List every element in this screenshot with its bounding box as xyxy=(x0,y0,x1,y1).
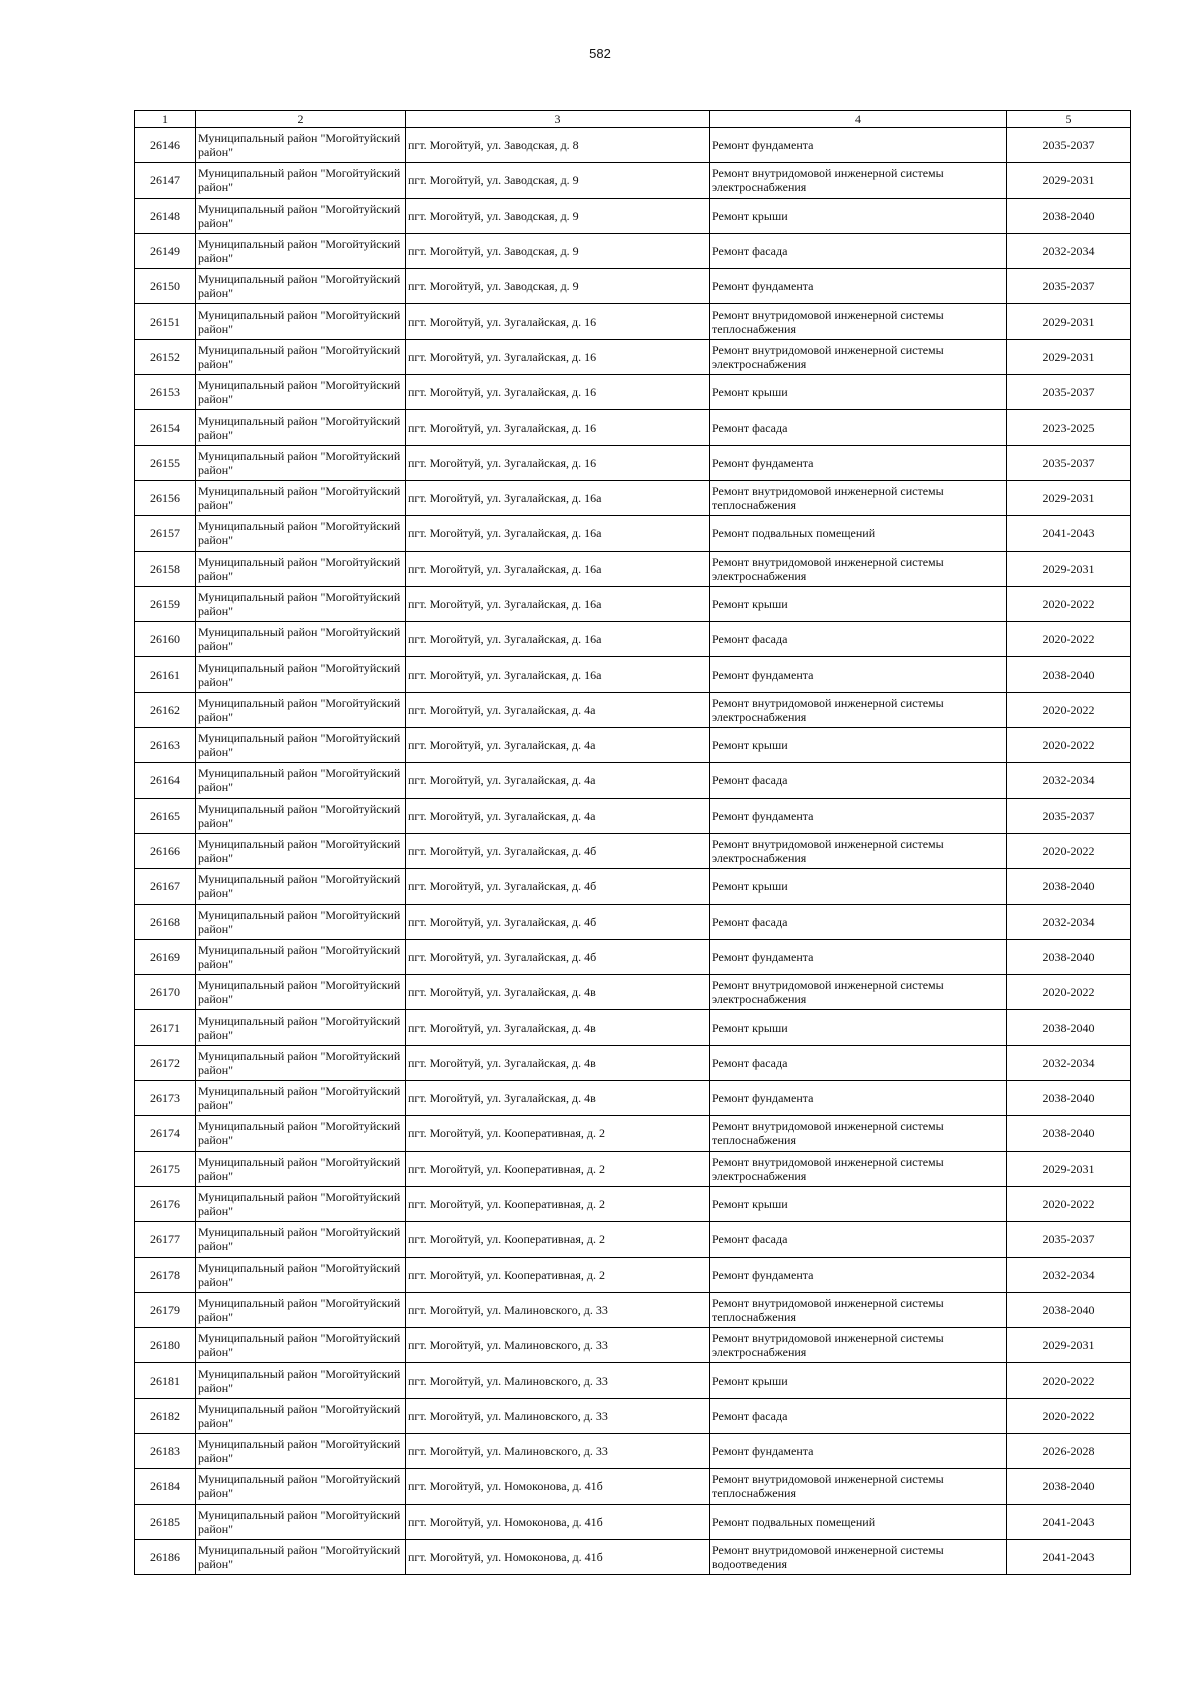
row-number: 26166 xyxy=(135,833,196,868)
period-cell: 2038-2040 xyxy=(1007,1292,1131,1327)
municipality-cell: Муниципальный район "Могойтуйский район" xyxy=(196,975,406,1010)
row-number: 26168 xyxy=(135,904,196,939)
table-row xyxy=(135,163,1131,198)
table-row xyxy=(135,1539,1131,1574)
address-cell: пгт. Могойтуй, ул. Заводская, д. 9 xyxy=(406,163,710,198)
row-number: 26179 xyxy=(135,1292,196,1327)
address-cell: пгт. Могойтуй, ул. Номоконова, д. 41б xyxy=(406,1504,710,1539)
work-type-cell: Ремонт внутридомовой инженерной системы теплоснабжения xyxy=(710,304,1007,339)
row-number: 26153 xyxy=(135,375,196,410)
work-type-cell: Ремонт внутридомовой инженерной системы электроснабжения xyxy=(710,163,1007,198)
table-row xyxy=(135,1151,1131,1186)
address-cell: пгт. Могойтуй, ул. Зугалайская, д. 4б xyxy=(406,833,710,868)
period-cell: 2035-2037 xyxy=(1007,375,1131,410)
table-body xyxy=(135,128,1131,1575)
column-header-5: 5 xyxy=(1007,111,1131,128)
table-row xyxy=(135,1328,1131,1363)
period-cell: 2038-2040 xyxy=(1007,1010,1131,1045)
municipality-cell: Муниципальный район "Могойтуйский район" xyxy=(196,128,406,163)
work-type-cell: Ремонт внутридомовой инженерной системы теплоснабжения xyxy=(710,480,1007,515)
table-row xyxy=(135,763,1131,798)
municipality-cell: Муниципальный район "Могойтуйский район" xyxy=(196,798,406,833)
period-cell: 2035-2037 xyxy=(1007,798,1131,833)
row-number: 26148 xyxy=(135,198,196,233)
address-cell: пгт. Могойтуй, ул. Зугалайская, д. 16а xyxy=(406,622,710,657)
address-cell: пгт. Могойтуй, ул. Зугалайская, д. 4в xyxy=(406,1081,710,1116)
row-number: 26186 xyxy=(135,1539,196,1574)
table-row xyxy=(135,1398,1131,1433)
municipality-cell: Муниципальный район "Могойтуйский район" xyxy=(196,1151,406,1186)
table-row xyxy=(135,1222,1131,1257)
address-cell: пгт. Могойтуй, ул. Кооперативная, д. 2 xyxy=(406,1222,710,1257)
address-cell: пгт. Могойтуй, ул. Кооперативная, д. 2 xyxy=(406,1116,710,1151)
table-row xyxy=(135,1116,1131,1151)
table-row xyxy=(135,657,1131,692)
address-cell: пгт. Могойтуй, ул. Зугалайская, д. 4б xyxy=(406,869,710,904)
address-cell: пгт. Могойтуй, ул. Зугалайская, д. 4в xyxy=(406,1045,710,1080)
address-cell: пгт. Могойтуй, ул. Зугалайская, д. 16 xyxy=(406,445,710,480)
address-cell: пгт. Могойтуй, ул. Кооперативная, д. 2 xyxy=(406,1257,710,1292)
municipality-cell: Муниципальный район "Могойтуйский район" xyxy=(196,586,406,621)
period-cell: 2032-2034 xyxy=(1007,763,1131,798)
municipality-cell: Муниципальный район "Могойтуйский район" xyxy=(196,163,406,198)
table-row xyxy=(135,798,1131,833)
period-cell: 2035-2037 xyxy=(1007,1222,1131,1257)
municipality-cell: Муниципальный район "Могойтуйский район" xyxy=(196,375,406,410)
table-row xyxy=(135,1257,1131,1292)
municipality-cell: Муниципальный район "Могойтуйский район" xyxy=(196,1116,406,1151)
work-type-cell: Ремонт внутридомовой инженерной системы водоотведения xyxy=(710,1539,1007,1574)
page-number: 582 xyxy=(589,46,611,61)
work-type-cell: Ремонт фундамента xyxy=(710,445,1007,480)
municipality-cell: Муниципальный район "Могойтуйский район" xyxy=(196,516,406,551)
municipality-cell: Муниципальный район "Могойтуйский район" xyxy=(196,1292,406,1327)
work-type-cell: Ремонт крыши xyxy=(710,586,1007,621)
work-type-cell: Ремонт крыши xyxy=(710,1010,1007,1045)
table-row xyxy=(135,480,1131,515)
row-number: 26177 xyxy=(135,1222,196,1257)
work-type-cell: Ремонт крыши xyxy=(710,1363,1007,1398)
municipality-cell: Муниципальный район "Могойтуйский район" xyxy=(196,1504,406,1539)
period-cell: 2020-2022 xyxy=(1007,975,1131,1010)
period-cell: 2020-2022 xyxy=(1007,1363,1131,1398)
header-row xyxy=(135,111,1131,128)
address-cell: пгт. Могойтуй, ул. Зугалайская, д. 4в xyxy=(406,975,710,1010)
work-type-cell: Ремонт фасада xyxy=(710,904,1007,939)
municipality-cell: Муниципальный район "Могойтуйский район" xyxy=(196,1222,406,1257)
period-cell: 2041-2043 xyxy=(1007,1539,1131,1574)
table-row xyxy=(135,1363,1131,1398)
row-number: 26155 xyxy=(135,445,196,480)
row-number: 26152 xyxy=(135,339,196,374)
period-cell: 2035-2037 xyxy=(1007,269,1131,304)
municipality-cell: Муниципальный район "Могойтуйский район" xyxy=(196,1010,406,1045)
address-cell: пгт. Могойтуй, ул. Зугалайская, д. 16а xyxy=(406,480,710,515)
table-row xyxy=(135,1186,1131,1221)
row-number: 26185 xyxy=(135,1504,196,1539)
period-cell: 2023-2025 xyxy=(1007,410,1131,445)
address-cell: пгт. Могойтуй, ул. Зугалайская, д. 16 xyxy=(406,410,710,445)
address-cell: пгт. Могойтуй, ул. Кооперативная, д. 2 xyxy=(406,1186,710,1221)
row-number: 26156 xyxy=(135,480,196,515)
period-cell: 2032-2034 xyxy=(1007,1045,1131,1080)
row-number: 26157 xyxy=(135,516,196,551)
row-number: 26182 xyxy=(135,1398,196,1433)
period-cell: 2038-2040 xyxy=(1007,1081,1131,1116)
work-type-cell: Ремонт крыши xyxy=(710,728,1007,763)
row-number: 26184 xyxy=(135,1469,196,1504)
municipality-cell: Муниципальный район "Могойтуйский район" xyxy=(196,1045,406,1080)
row-number: 26176 xyxy=(135,1186,196,1221)
municipality-cell: Муниципальный район "Могойтуйский район" xyxy=(196,1398,406,1433)
work-type-cell: Ремонт фундамента xyxy=(710,1257,1007,1292)
row-number: 26171 xyxy=(135,1010,196,1045)
municipality-cell: Муниципальный район "Могойтуйский район" xyxy=(196,269,406,304)
municipality-cell: Муниципальный район "Могойтуйский район" xyxy=(196,1539,406,1574)
period-cell: 2041-2043 xyxy=(1007,1504,1131,1539)
table-row xyxy=(135,375,1131,410)
row-number: 26170 xyxy=(135,975,196,1010)
address-cell: пгт. Могойтуй, ул. Зугалайская, д. 4б xyxy=(406,939,710,974)
address-cell: пгт. Могойтуй, ул. Малиновского, д. 33 xyxy=(406,1363,710,1398)
work-type-cell: Ремонт внутридомовой инженерной системы электроснабжения xyxy=(710,692,1007,727)
municipality-cell: Муниципальный район "Могойтуйский район" xyxy=(196,939,406,974)
address-cell: пгт. Могойтуй, ул. Заводская, д. 9 xyxy=(406,233,710,268)
period-cell: 2020-2022 xyxy=(1007,586,1131,621)
row-number: 26178 xyxy=(135,1257,196,1292)
row-number: 26147 xyxy=(135,163,196,198)
table-row xyxy=(135,551,1131,586)
row-number: 26181 xyxy=(135,1363,196,1398)
column-header-3: 3 xyxy=(406,111,710,128)
row-number: 26154 xyxy=(135,410,196,445)
municipality-cell: Муниципальный район "Могойтуйский район" xyxy=(196,339,406,374)
address-cell: пгт. Могойтуй, ул. Заводская, д. 9 xyxy=(406,198,710,233)
table-row xyxy=(135,622,1131,657)
municipality-cell: Муниципальный район "Могойтуйский район" xyxy=(196,833,406,868)
work-type-cell: Ремонт подвальных помещений xyxy=(710,516,1007,551)
table-row xyxy=(135,1010,1131,1045)
period-cell: 2020-2022 xyxy=(1007,1186,1131,1221)
period-cell: 2032-2034 xyxy=(1007,904,1131,939)
table-row xyxy=(135,445,1131,480)
row-number: 26160 xyxy=(135,622,196,657)
work-type-cell: Ремонт внутридомовой инженерной системы теплоснабжения xyxy=(710,1469,1007,1504)
period-cell: 2038-2040 xyxy=(1007,1469,1131,1504)
period-cell: 2041-2043 xyxy=(1007,516,1131,551)
address-cell: пгт. Могойтуй, ул. Зугалайская, д. 4б xyxy=(406,904,710,939)
period-cell: 2020-2022 xyxy=(1007,692,1131,727)
period-cell: 2020-2022 xyxy=(1007,1398,1131,1433)
work-type-cell: Ремонт фасада xyxy=(710,1398,1007,1433)
municipality-cell: Муниципальный район "Могойтуйский район" xyxy=(196,551,406,586)
period-cell: 2035-2037 xyxy=(1007,445,1131,480)
work-type-cell: Ремонт внутридомовой инженерной системы электроснабжения xyxy=(710,833,1007,868)
address-cell: пгт. Могойтуй, ул. Зугалайская, д. 4а xyxy=(406,692,710,727)
row-number: 26165 xyxy=(135,798,196,833)
period-cell: 2038-2040 xyxy=(1007,198,1131,233)
period-cell: 2029-2031 xyxy=(1007,163,1131,198)
table-row xyxy=(135,869,1131,904)
work-type-cell: Ремонт внутридомовой инженерной системы электроснабжения xyxy=(710,339,1007,374)
municipality-cell: Муниципальный район "Могойтуйский район" xyxy=(196,869,406,904)
table-row xyxy=(135,692,1131,727)
work-type-cell: Ремонт фасада xyxy=(710,410,1007,445)
work-type-cell: Ремонт фундамента xyxy=(710,128,1007,163)
table-row xyxy=(135,304,1131,339)
period-cell: 2020-2022 xyxy=(1007,622,1131,657)
table-row xyxy=(135,233,1131,268)
row-number: 26163 xyxy=(135,728,196,763)
column-header-1: 1 xyxy=(135,111,196,128)
municipality-cell: Муниципальный район "Могойтуйский район" xyxy=(196,1081,406,1116)
period-cell: 2026-2028 xyxy=(1007,1433,1131,1468)
work-type-cell: Ремонт фундамента xyxy=(710,1081,1007,1116)
address-cell: пгт. Могойтуй, ул. Зугалайская, д. 16 xyxy=(406,339,710,374)
period-cell: 2020-2022 xyxy=(1007,833,1131,868)
address-cell: пгт. Могойтуй, ул. Зугалайская, д. 4в xyxy=(406,1010,710,1045)
municipality-cell: Муниципальный район "Могойтуйский район" xyxy=(196,657,406,692)
work-type-cell: Ремонт внутридомовой инженерной системы электроснабжения xyxy=(710,975,1007,1010)
table-row xyxy=(135,1045,1131,1080)
address-cell: пгт. Могойтуй, ул. Малиновского, д. 33 xyxy=(406,1398,710,1433)
address-cell: пгт. Могойтуй, ул. Малиновского, д. 33 xyxy=(406,1433,710,1468)
table-row xyxy=(135,975,1131,1010)
work-type-cell: Ремонт фундамента xyxy=(710,1433,1007,1468)
municipality-cell: Муниципальный район "Могойтуйский район" xyxy=(196,445,406,480)
address-cell: пгт. Могойтуй, ул. Заводская, д. 9 xyxy=(406,269,710,304)
municipality-cell: Муниципальный район "Могойтуйский район" xyxy=(196,1363,406,1398)
row-number: 26167 xyxy=(135,869,196,904)
address-cell: пгт. Могойтуй, ул. Зугалайская, д. 16а xyxy=(406,586,710,621)
row-number: 26158 xyxy=(135,551,196,586)
row-number: 26183 xyxy=(135,1433,196,1468)
work-type-cell: Ремонт фундамента xyxy=(710,939,1007,974)
row-number: 26175 xyxy=(135,1151,196,1186)
row-number: 26162 xyxy=(135,692,196,727)
address-cell: пгт. Могойтуй, ул. Зугалайская, д. 16а xyxy=(406,657,710,692)
municipality-cell: Муниципальный район "Могойтуйский район" xyxy=(196,1186,406,1221)
work-type-cell: Ремонт фасада xyxy=(710,1045,1007,1080)
address-cell: пгт. Могойтуй, ул. Зугалайская, д. 16а xyxy=(406,516,710,551)
table-header xyxy=(135,111,1131,128)
period-cell: 2029-2031 xyxy=(1007,339,1131,374)
work-type-cell: Ремонт крыши xyxy=(710,869,1007,904)
municipality-cell: Муниципальный район "Могойтуйский район" xyxy=(196,233,406,268)
row-number: 26146 xyxy=(135,128,196,163)
table-row xyxy=(135,1469,1131,1504)
table-row xyxy=(135,516,1131,551)
work-type-cell: Ремонт фундамента xyxy=(710,657,1007,692)
row-number: 26174 xyxy=(135,1116,196,1151)
table-row xyxy=(135,904,1131,939)
table-row xyxy=(135,269,1131,304)
address-cell: пгт. Могойтуй, ул. Малиновского, д. 33 xyxy=(406,1328,710,1363)
work-type-cell: Ремонт фундамента xyxy=(710,269,1007,304)
row-number: 26173 xyxy=(135,1081,196,1116)
municipality-cell: Муниципальный район "Могойтуйский район" xyxy=(196,410,406,445)
row-number: 26151 xyxy=(135,304,196,339)
work-type-cell: Ремонт крыши xyxy=(710,375,1007,410)
period-cell: 2038-2040 xyxy=(1007,1116,1131,1151)
table-row xyxy=(135,128,1131,163)
address-cell: пгт. Могойтуй, ул. Зугалайская, д. 4а xyxy=(406,728,710,763)
work-type-cell: Ремонт фасада xyxy=(710,1222,1007,1257)
column-header-4: 4 xyxy=(710,111,1007,128)
address-cell: пгт. Могойтуй, ул. Номоконова, д. 41б xyxy=(406,1539,710,1574)
period-cell: 2038-2040 xyxy=(1007,657,1131,692)
table-row xyxy=(135,1433,1131,1468)
table-row xyxy=(135,833,1131,868)
work-type-cell: Ремонт внутридомовой инженерной системы теплоснабжения xyxy=(710,1116,1007,1151)
work-type-cell: Ремонт внутридомовой инженерной системы электроснабжения xyxy=(710,1151,1007,1186)
period-cell: 2020-2022 xyxy=(1007,728,1131,763)
work-type-cell: Ремонт крыши xyxy=(710,1186,1007,1221)
work-type-cell: Ремонт фасада xyxy=(710,622,1007,657)
municipality-cell: Муниципальный район "Могойтуйский район" xyxy=(196,1328,406,1363)
municipality-cell: Муниципальный район "Могойтуйский район" xyxy=(196,1257,406,1292)
period-cell: 2029-2031 xyxy=(1007,1328,1131,1363)
work-type-cell: Ремонт подвальных помещений xyxy=(710,1504,1007,1539)
municipality-cell: Муниципальный район "Могойтуйский район" xyxy=(196,198,406,233)
municipality-cell: Муниципальный район "Могойтуйский район" xyxy=(196,304,406,339)
municipality-cell: Муниципальный район "Могойтуйский район" xyxy=(196,763,406,798)
table-row xyxy=(135,586,1131,621)
table-row xyxy=(135,1292,1131,1327)
table-row xyxy=(135,410,1131,445)
period-cell: 2029-2031 xyxy=(1007,480,1131,515)
municipality-cell: Муниципальный район "Могойтуйский район" xyxy=(196,692,406,727)
work-type-cell: Ремонт фундамента xyxy=(710,798,1007,833)
row-number: 26180 xyxy=(135,1328,196,1363)
table-row xyxy=(135,1504,1131,1539)
table-row xyxy=(135,339,1131,374)
registry-table xyxy=(134,110,1131,1575)
address-cell: пгт. Могойтуй, ул. Зугалайская, д. 4а xyxy=(406,763,710,798)
municipality-cell: Муниципальный район "Могойтуйский район" xyxy=(196,1469,406,1504)
work-type-cell: Ремонт крыши xyxy=(710,198,1007,233)
table-row xyxy=(135,939,1131,974)
period-cell: 2029-2031 xyxy=(1007,304,1131,339)
work-type-cell: Ремонт фасада xyxy=(710,233,1007,268)
municipality-cell: Муниципальный район "Могойтуйский район" xyxy=(196,1433,406,1468)
column-header-2: 2 xyxy=(196,111,406,128)
work-type-cell: Ремонт фасада xyxy=(710,763,1007,798)
row-number: 26161 xyxy=(135,657,196,692)
table-row xyxy=(135,1081,1131,1116)
period-cell: 2029-2031 xyxy=(1007,1151,1131,1186)
row-number: 26159 xyxy=(135,586,196,621)
address-cell: пгт. Могойтуй, ул. Зугалайская, д. 16а xyxy=(406,551,710,586)
municipality-cell: Муниципальный район "Могойтуйский район" xyxy=(196,728,406,763)
row-number: 26169 xyxy=(135,939,196,974)
table-row xyxy=(135,198,1131,233)
address-cell: пгт. Могойтуй, ул. Заводская, д. 8 xyxy=(406,128,710,163)
municipality-cell: Муниципальный район "Могойтуйский район" xyxy=(196,622,406,657)
work-type-cell: Ремонт внутридомовой инженерной системы электроснабжения xyxy=(710,551,1007,586)
period-cell: 2038-2040 xyxy=(1007,939,1131,974)
address-cell: пгт. Могойтуй, ул. Кооперативная, д. 2 xyxy=(406,1151,710,1186)
period-cell: 2035-2037 xyxy=(1007,128,1131,163)
period-cell: 2029-2031 xyxy=(1007,551,1131,586)
period-cell: 2038-2040 xyxy=(1007,869,1131,904)
period-cell: 2032-2034 xyxy=(1007,1257,1131,1292)
address-cell: пгт. Могойтуй, ул. Номоконова, д. 41б xyxy=(406,1469,710,1504)
address-cell: пгт. Могойтуй, ул. Малиновского, д. 33 xyxy=(406,1292,710,1327)
municipality-cell: Муниципальный район "Могойтуйский район" xyxy=(196,904,406,939)
period-cell: 2032-2034 xyxy=(1007,233,1131,268)
work-type-cell: Ремонт внутридомовой инженерной системы электроснабжения xyxy=(710,1328,1007,1363)
work-type-cell: Ремонт внутридомовой инженерной системы теплоснабжения xyxy=(710,1292,1007,1327)
row-number: 26164 xyxy=(135,763,196,798)
address-cell: пгт. Могойтуй, ул. Зугалайская, д. 16 xyxy=(406,375,710,410)
address-cell: пгт. Могойтуй, ул. Зугалайская, д. 16 xyxy=(406,304,710,339)
municipality-cell: Муниципальный район "Могойтуйский район" xyxy=(196,480,406,515)
row-number: 26150 xyxy=(135,269,196,304)
table-row xyxy=(135,728,1131,763)
row-number: 26172 xyxy=(135,1045,196,1080)
address-cell: пгт. Могойтуй, ул. Зугалайская, д. 4а xyxy=(406,798,710,833)
row-number: 26149 xyxy=(135,233,196,268)
